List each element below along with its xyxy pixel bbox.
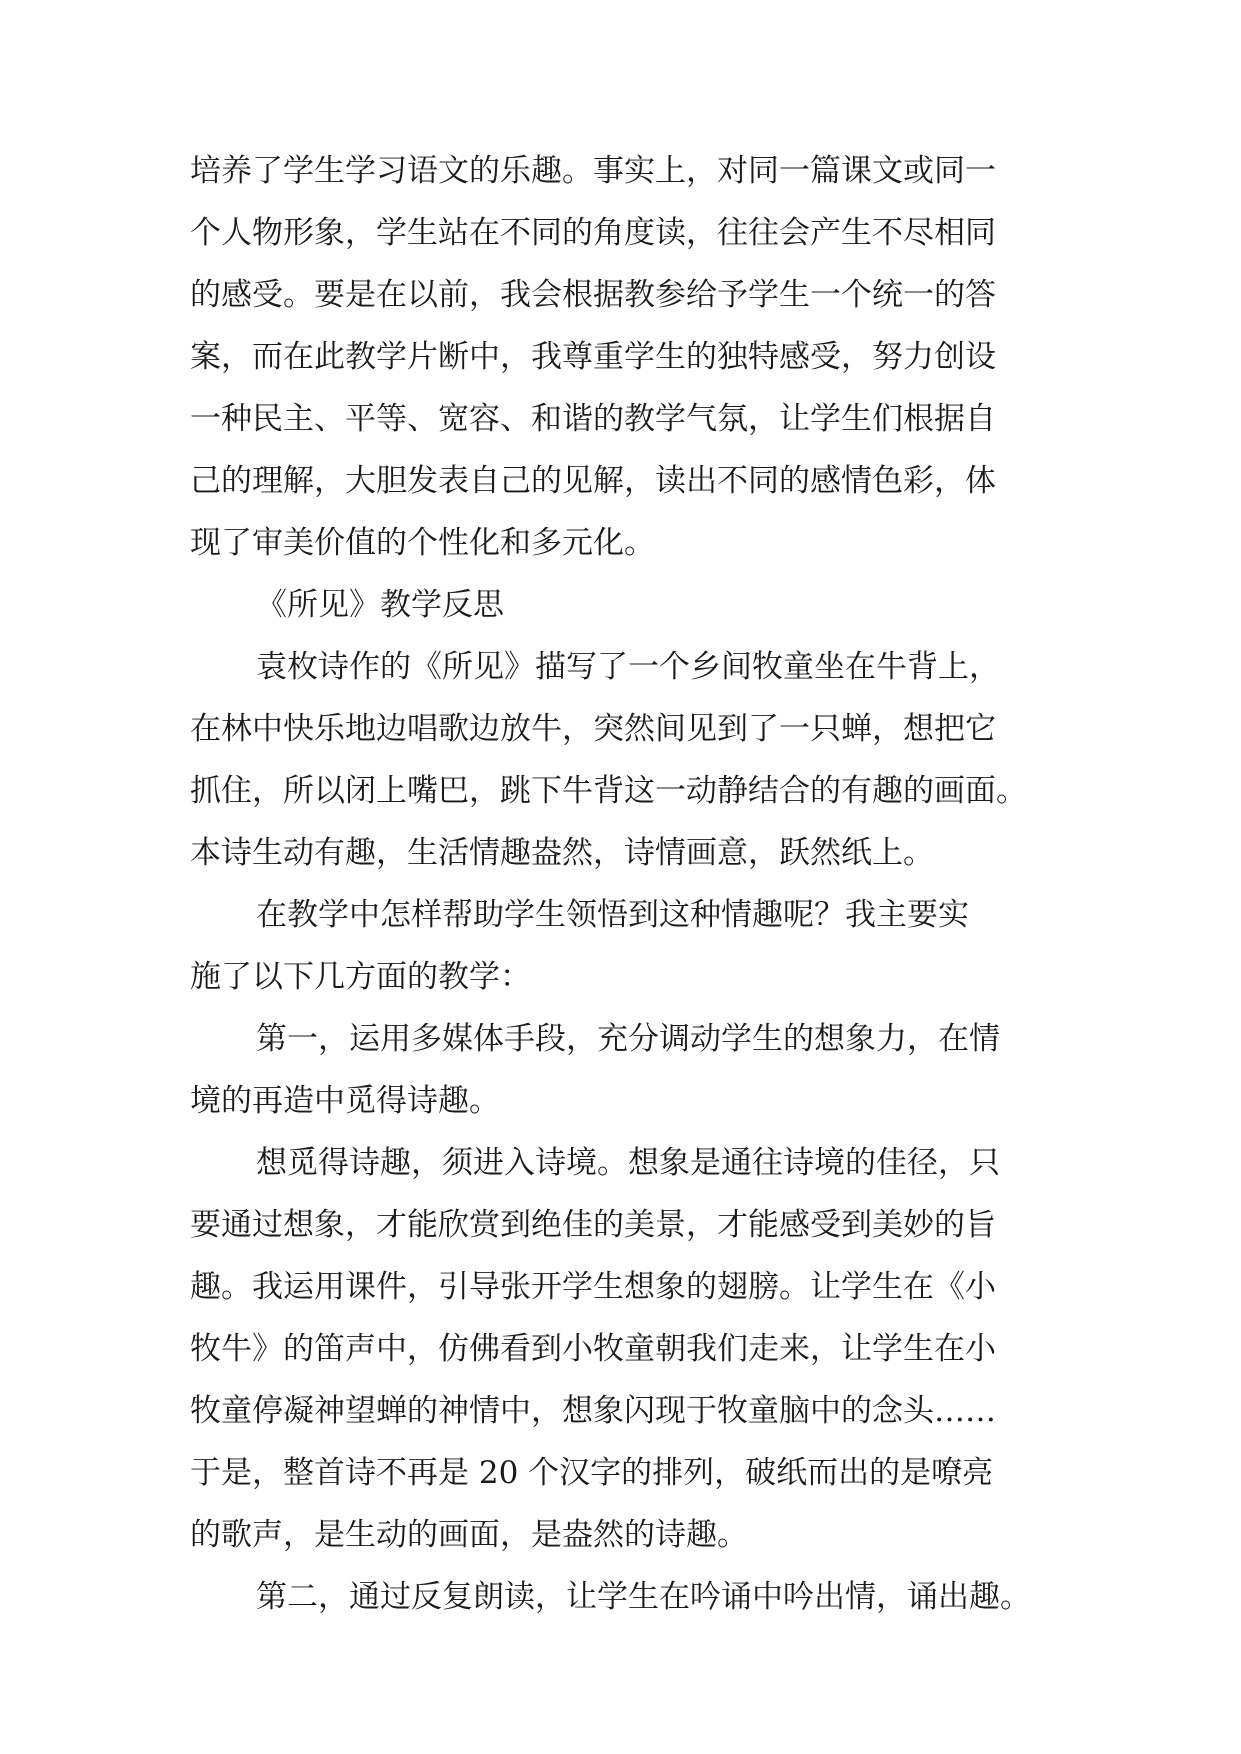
body-text-line: 牧童停凝神望蝉的神情中，想象闪现于牧童脑中的念头……	[190, 1393, 996, 1429]
body-text-line: 现了审美价值的个性化和多元化。	[190, 525, 655, 561]
section-heading: 《所见》教学反思	[256, 587, 504, 623]
body-text-line: 培养了学生学习语文的乐趣。事实上，对同一篇课文或同一	[190, 153, 996, 189]
body-text-line: 的歌声，是生动的画面，是盎然的诗趣。	[190, 1517, 748, 1553]
body-text-line: 趣。我运用课件，引导张开学生想象的翅膀。让学生在《小	[190, 1269, 996, 1305]
body-text-line: 施了以下几方面的教学：	[190, 959, 531, 995]
body-text-line: 境的再造中觅得诗趣。	[190, 1083, 500, 1119]
body-text-line: 己的理解，大胆发表自己的见解，读出不同的感情色彩，体	[190, 463, 996, 499]
body-text-line: 一种民主、平等、宽容、和谐的教学气氛，让学生们根据自	[190, 401, 996, 437]
body-text-line: 的感受。要是在以前，我会根据教参给予学生一个统一的答	[190, 277, 996, 313]
body-text-line: 于是，整首诗不再是 20 个汉字的排列，破纸而出的是嘹亮	[190, 1455, 994, 1491]
body-text-line: 案，而在此教学片断中，我尊重学生的独特感受，努力创设	[190, 339, 996, 375]
body-text-line: 牧牛》的笛声中，仿佛看到小牧童朝我们走来，让学生在小	[190, 1331, 996, 1367]
body-text-line: 第二，通过反复朗读，让学生在吟诵中吟出情，诵出趣。	[256, 1579, 1031, 1615]
document-page	[190, 140, 1070, 1628]
body-text-line: 个人物形象，学生站在不同的角度读，往往会产生不尽相同	[190, 215, 996, 251]
body-text-line: 袁枚诗作的《所见》描写了一个乡间牧童坐在牛背上，	[256, 649, 1000, 685]
body-text-line: 第一，运用多媒体手段，充分调动学生的想象力，在情	[256, 1021, 1000, 1057]
body-text-line: 抓住，所以闭上嘴巴，跳下牛背这一动静结合的有趣的画面。	[190, 773, 1027, 809]
body-text-line: 本诗生动有趣，生活情趣盎然，诗情画意，跃然纸上。	[190, 835, 934, 871]
body-text-line: 在教学中怎样帮助学生领悟到这种情趣呢？我主要实	[256, 897, 969, 933]
body-text-line: 想觅得诗趣，须进入诗境。想象是通往诗境的佳径，只	[256, 1145, 1000, 1181]
body-text-line: 在林中快乐地边唱歌边放牛，突然间见到了一只蝉，想把它	[190, 711, 996, 747]
body-text-line: 要通过想象，才能欣赏到绝佳的美景，才能感受到美妙的旨	[190, 1207, 996, 1243]
